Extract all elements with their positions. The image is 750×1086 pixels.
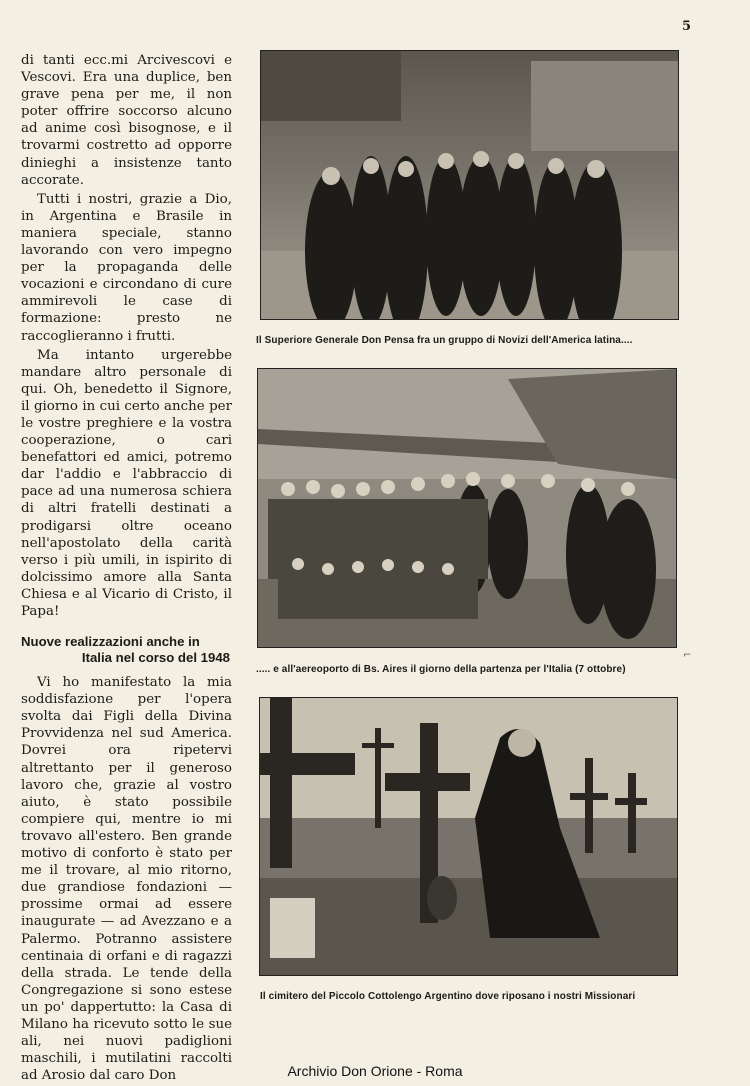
section-heading: [21, 634, 232, 666]
article-column: [21, 52, 232, 1086]
paragraph-1: di tanti ecc.mi Arcivescovi e Vescovi. Era una duplice, ben grave pena per me, il non poter offrire soccorso alcuno ad anime così bisognose, e il trovarmi costretto ad opporre dinieghi a insistenze tanto accorate.: [21, 53, 232, 188]
photo-novices-group: [260, 50, 679, 320]
paragraph-3: Ma intanto urgerebbe mandare altro personale di qui. Oh, benedetto il Signore, il giorno in cui certo anche per le vostre preghiere e la vostra cooperazione, o cari benefattori ed amici, potremo dar l'addio e l'abbraccio di pace ad una numerosa schiera di altri fratelli destinati a prodigarsi oltre oceano nell'apostolato della carità verso i più umili, in ispirito di dolcissimo amore alla Santa Chiesa e al Vicario di Cristo, il Papa!: [21, 347, 232, 619]
paragraph-4: Vi ho manifestato la mia soddisfazione per l'opera svolta dai Figli della Divina Provvidenza nel sud America. Dovrei ora ripetervi altrettanto per il generoso lavoro che, grazie al vostro aiuto, è stato possibile compiere qui, mentre io mi trovavo all'estero. Ben grande motivo di conforto è stato per me il trovare, al mio ritorno, due grandiose fondazioni — prossime ormai ad essere inaugurate — ad Avezzano e a Palermo. Potranno assistere centinaia di orfani e di ragazzi della strada. Le tende della Congregazione si sono estese un po' dappertutto: la Casa di Milano ha ricevuto sotto le sue ali, nei nuovi padiglioni maschili, i mutilatini raccolti ad Arosio dal caro Don: [21, 675, 232, 1084]
photo-airport-caption: ..... e all'aereoporto di Bs. Aires il giorno della partenza per l'Italia (7 ottobre): [256, 664, 626, 675]
photo-cemetery-caption: Il cimitero del Piccolo Cottolengo Argentino dove riposano i nostri Missionari: [260, 991, 636, 1002]
photo-airport-departure: [257, 368, 677, 648]
section-heading-line-1: Nuove realizzazioni anche in: [21, 634, 200, 650]
photo-cemetery: [259, 697, 678, 976]
section-heading-line-2: Italia nel corso del 1948: [81, 650, 230, 666]
archive-footer: Archivio Don Orione - Roma: [287, 1063, 463, 1079]
page-number: 5: [682, 19, 692, 34]
photo-novices-caption: Il Superiore Generale Don Pensa fra un gruppo di Novizi dell'America latina....: [256, 335, 633, 346]
paragraph-2: Tutti i nostri, grazie a Dio, in Argentina e Brasile in maniera speciale, stanno lavorando con vero impegno per la propaganda delle vocazioni e circondano di cure ammirevoli le case di formazione: presto ne raccoglieranno i frutti.: [21, 191, 232, 344]
margin-mark: ⌐: [683, 650, 692, 661]
